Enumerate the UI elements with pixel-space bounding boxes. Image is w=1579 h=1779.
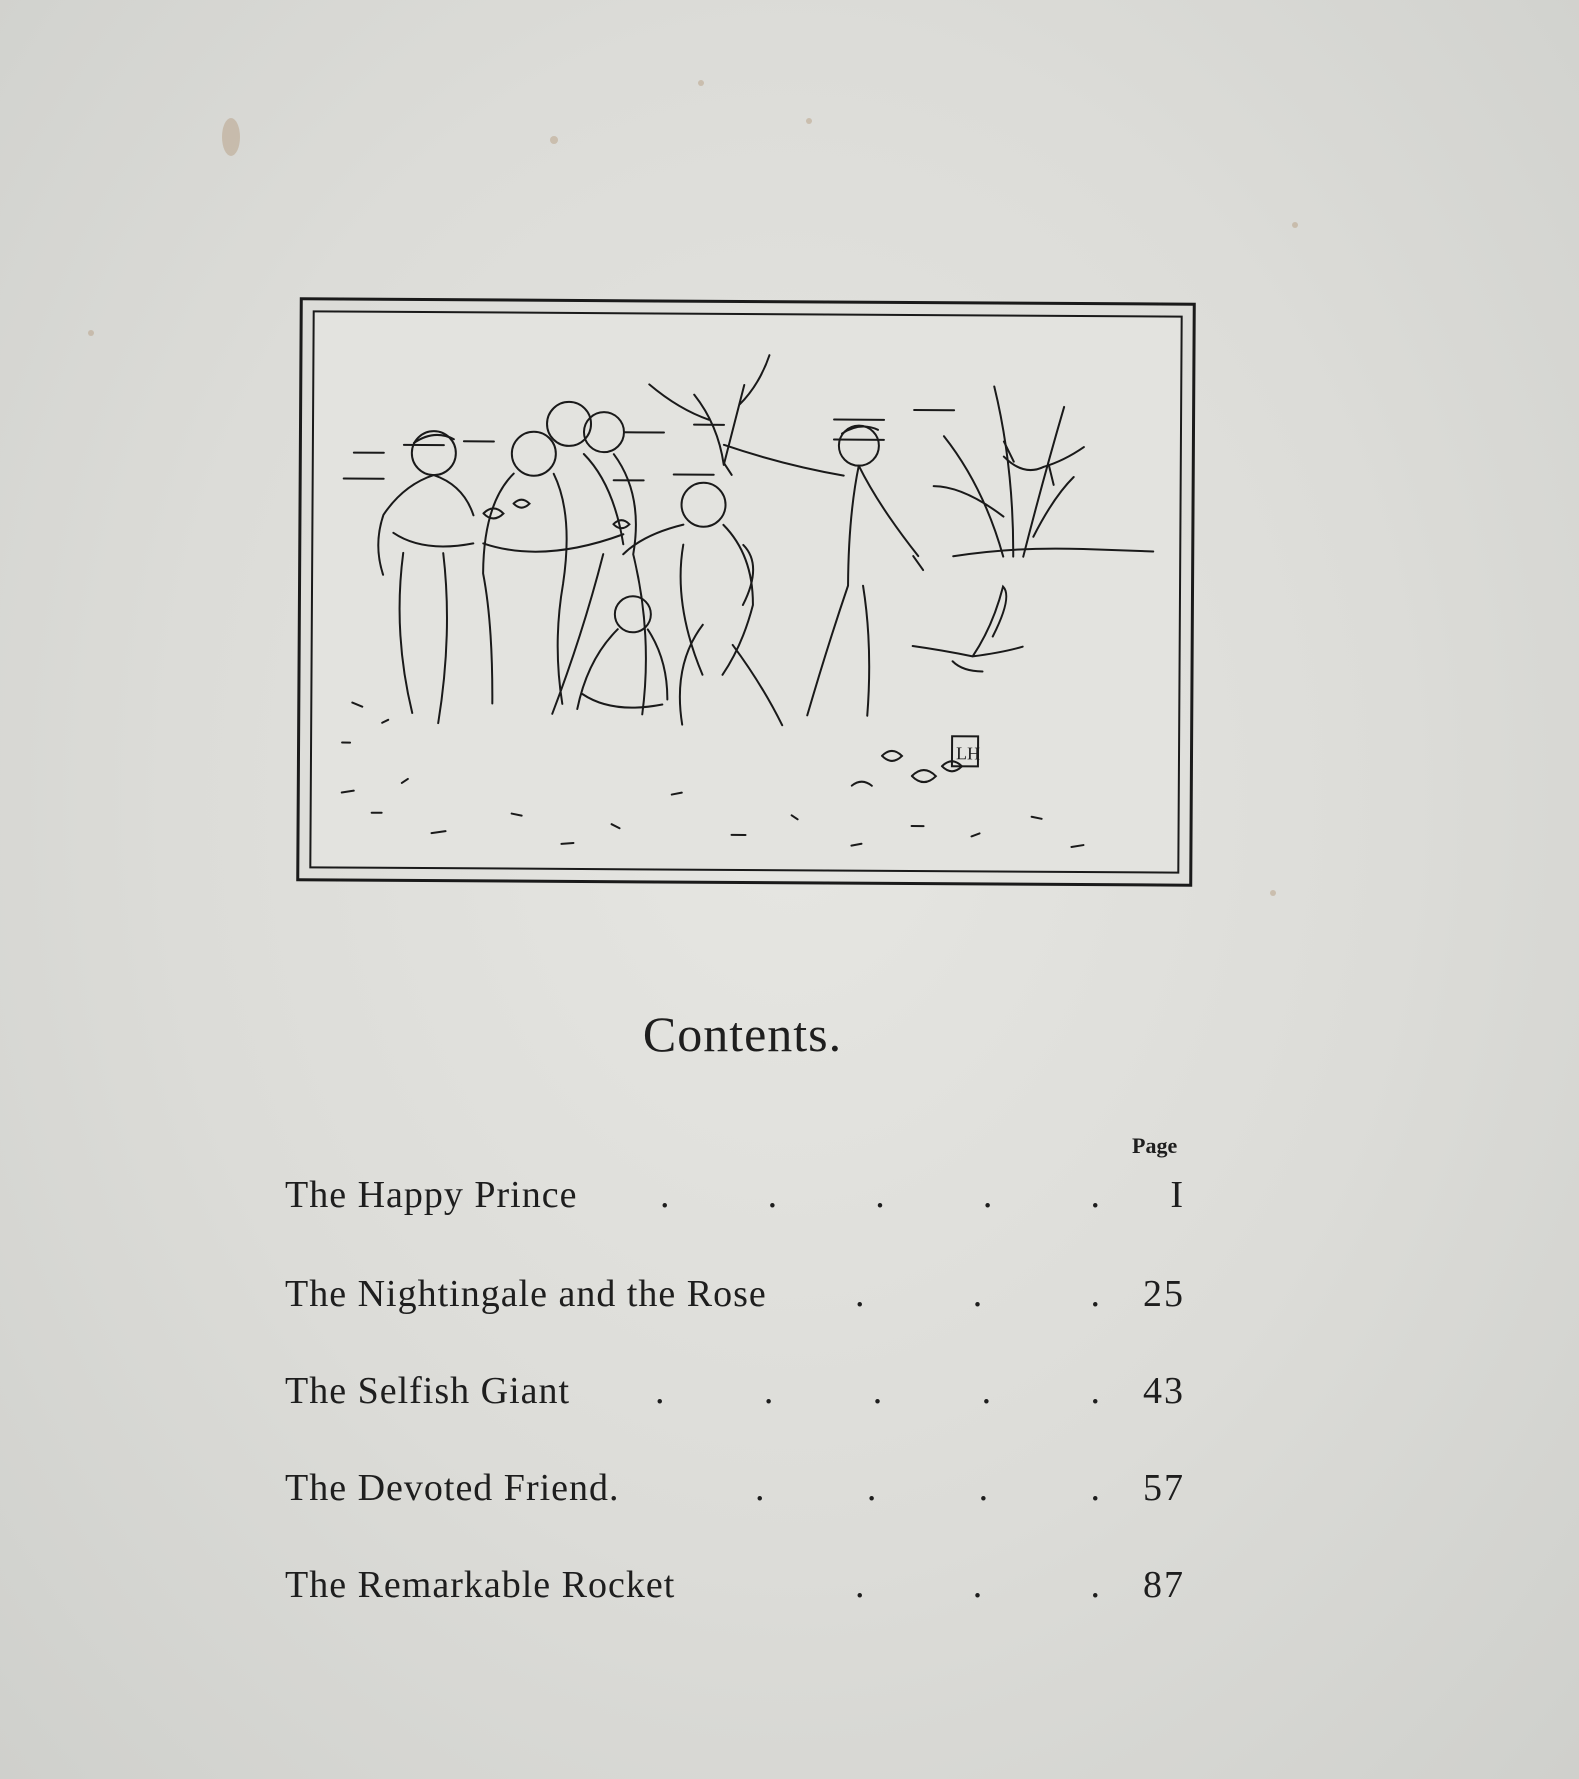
toc-entry-title[interactable]: The Selfish Giant (285, 1370, 571, 1412)
children-garden-illustration (311, 312, 1182, 873)
dot-leader: . . . . . (655, 1370, 1100, 1412)
toc-entry-page: 57 (1143, 1467, 1185, 1509)
toc-entry-title[interactable]: The Remarkable Rocket (285, 1564, 676, 1606)
toc-entry[interactable] (285, 1466, 1185, 1516)
illustration-frame (296, 297, 1196, 886)
toc-entry-title[interactable]: The Nightingale and the Rose (285, 1273, 767, 1315)
toc-entry-page: 87 (1143, 1564, 1185, 1606)
toc-entry[interactable] (285, 1369, 1185, 1419)
toc-entry[interactable] (285, 1563, 1185, 1613)
foxing-spot (88, 330, 94, 336)
dot-leader: . . . . (755, 1467, 1100, 1509)
contents-heading: Contents. (642, 1006, 843, 1062)
toc-entry[interactable] (285, 1173, 1185, 1223)
foxing-spot (1270, 890, 1276, 896)
toc-entry-page: 25 (1143, 1273, 1185, 1315)
foxing-spot (1292, 222, 1298, 228)
foxing-spot (222, 118, 240, 156)
illustration-image (309, 310, 1182, 873)
toc-entry-page: 43 (1143, 1370, 1185, 1412)
foxing-spot (550, 136, 558, 144)
toc-entry-page: I (1170, 1174, 1185, 1216)
toc-entry-title[interactable]: The Happy Prince (285, 1174, 578, 1216)
page-column-label: Page (1132, 1133, 1178, 1158)
monogram-text: LH (955, 743, 981, 764)
toc-entry-title[interactable]: The Devoted Friend. (285, 1467, 620, 1509)
dot-leader: . . . (855, 1273, 1100, 1315)
toc-entry[interactable] (285, 1272, 1185, 1322)
foxing-spot (698, 80, 704, 86)
foxing-spot (806, 118, 812, 124)
dot-leader: . . . . . (660, 1174, 1100, 1216)
monogram-mark (952, 736, 980, 766)
dot-leader: . . . (855, 1564, 1100, 1606)
